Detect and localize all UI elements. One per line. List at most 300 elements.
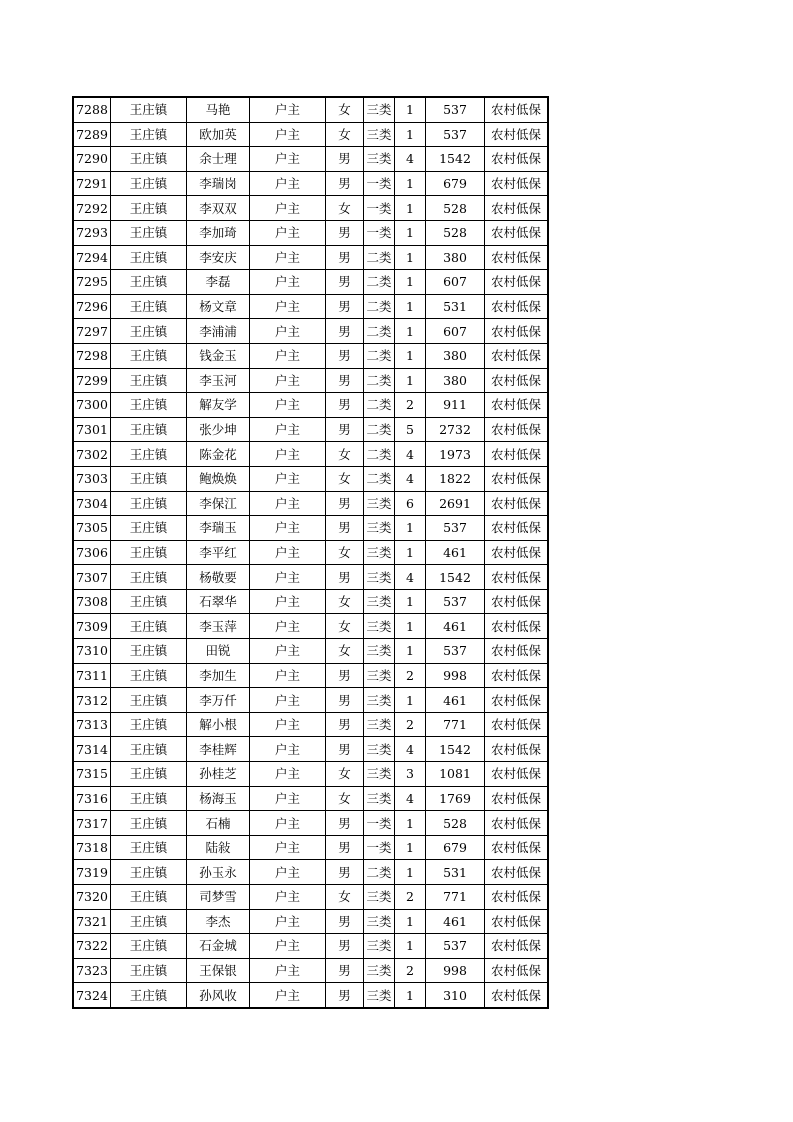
cell-household-size: 2 [395, 885, 426, 910]
cell-assistance-type: 农村低保 [485, 589, 549, 614]
cell-township: 王庄镇 [111, 245, 187, 270]
cell-gender: 女 [326, 885, 364, 910]
cell-category: 二类 [364, 860, 395, 885]
cell-assistance-type: 农村低保 [485, 885, 549, 910]
cell-gender: 男 [326, 663, 364, 688]
cell-amount: 679 [426, 171, 485, 196]
cell-township: 王庄镇 [111, 663, 187, 688]
cell-gender: 女 [326, 614, 364, 639]
cell-record-number: 7304 [73, 491, 111, 516]
cell-record-number: 7312 [73, 688, 111, 713]
cell-relation: 户主 [250, 417, 326, 442]
cell-name: 张少坤 [187, 417, 250, 442]
cell-household-size: 1 [395, 220, 426, 245]
table-row [73, 270, 548, 295]
table-row [73, 614, 548, 639]
cell-assistance-type: 农村低保 [485, 786, 549, 811]
cell-gender: 女 [326, 466, 364, 491]
cell-category: 三类 [364, 540, 395, 565]
cell-assistance-type: 农村低保 [485, 122, 549, 147]
cell-assistance-type: 农村低保 [485, 417, 549, 442]
table-row [73, 885, 548, 910]
cell-record-number: 7297 [73, 319, 111, 344]
cell-relation: 户主 [250, 663, 326, 688]
table-row [73, 639, 548, 664]
cell-relation: 户主 [250, 835, 326, 860]
cell-category: 二类 [364, 343, 395, 368]
cell-name: 欧加英 [187, 122, 250, 147]
cell-relation: 户主 [250, 516, 326, 541]
cell-name: 解小根 [187, 712, 250, 737]
cell-gender: 男 [326, 294, 364, 319]
cell-household-size: 2 [395, 393, 426, 418]
table-row [73, 663, 548, 688]
cell-name: 钱金玉 [187, 343, 250, 368]
cell-category: 三类 [364, 147, 395, 172]
cell-township: 王庄镇 [111, 417, 187, 442]
cell-assistance-type: 农村低保 [485, 245, 549, 270]
cell-name: 石楠 [187, 811, 250, 836]
cell-name: 李保江 [187, 491, 250, 516]
cell-township: 王庄镇 [111, 122, 187, 147]
cell-record-number: 7314 [73, 737, 111, 762]
cell-household-size: 2 [395, 663, 426, 688]
table-row [73, 565, 548, 590]
cell-amount: 771 [426, 885, 485, 910]
cell-relation: 户主 [250, 319, 326, 344]
cell-category: 三类 [364, 491, 395, 516]
cell-gender: 男 [326, 393, 364, 418]
table-row [73, 835, 548, 860]
cell-name: 李加生 [187, 663, 250, 688]
cell-township: 王庄镇 [111, 540, 187, 565]
cell-name: 李磊 [187, 270, 250, 295]
table-row [73, 147, 548, 172]
cell-gender: 男 [326, 811, 364, 836]
cell-amount: 461 [426, 540, 485, 565]
cell-township: 王庄镇 [111, 516, 187, 541]
cell-name: 石金城 [187, 934, 250, 959]
cell-amount: 461 [426, 688, 485, 713]
cell-amount: 998 [426, 958, 485, 983]
cell-category: 三类 [364, 516, 395, 541]
cell-amount: 380 [426, 245, 485, 270]
table-row [73, 983, 548, 1008]
cell-township: 王庄镇 [111, 614, 187, 639]
cell-assistance-type: 农村低保 [485, 442, 549, 467]
cell-assistance-type: 农村低保 [485, 688, 549, 713]
table-row [73, 368, 548, 393]
cell-assistance-type: 农村低保 [485, 934, 549, 959]
cell-amount: 2732 [426, 417, 485, 442]
cell-amount: 531 [426, 294, 485, 319]
cell-record-number: 7302 [73, 442, 111, 467]
cell-gender: 男 [326, 319, 364, 344]
cell-category: 二类 [364, 245, 395, 270]
table-row [73, 319, 548, 344]
cell-category: 三类 [364, 614, 395, 639]
cell-relation: 户主 [250, 639, 326, 664]
cell-township: 王庄镇 [111, 565, 187, 590]
cell-relation: 户主 [250, 343, 326, 368]
cell-gender: 女 [326, 442, 364, 467]
cell-assistance-type: 农村低保 [485, 393, 549, 418]
cell-category: 三类 [364, 762, 395, 787]
cell-record-number: 7324 [73, 983, 111, 1008]
cell-record-number: 7291 [73, 171, 111, 196]
cell-relation: 户主 [250, 762, 326, 787]
cell-household-size: 1 [395, 589, 426, 614]
cell-gender: 女 [326, 540, 364, 565]
cell-record-number: 7298 [73, 343, 111, 368]
cell-township: 王庄镇 [111, 147, 187, 172]
cell-record-number: 7320 [73, 885, 111, 910]
cell-assistance-type: 农村低保 [485, 737, 549, 762]
cell-amount: 528 [426, 196, 485, 221]
cell-household-size: 4 [395, 466, 426, 491]
cell-category: 三类 [364, 737, 395, 762]
cell-category: 三类 [364, 639, 395, 664]
cell-record-number: 7295 [73, 270, 111, 295]
cell-category: 三类 [364, 122, 395, 147]
cell-assistance-type: 农村低保 [485, 343, 549, 368]
cell-category: 一类 [364, 835, 395, 860]
cell-household-size: 1 [395, 368, 426, 393]
cell-relation: 户主 [250, 712, 326, 737]
cell-category: 二类 [364, 466, 395, 491]
cell-category: 一类 [364, 811, 395, 836]
cell-assistance-type: 农村低保 [485, 270, 549, 295]
cell-record-number: 7303 [73, 466, 111, 491]
cell-household-size: 1 [395, 245, 426, 270]
cell-category: 三类 [364, 909, 395, 934]
table-row [73, 442, 548, 467]
cell-assistance-type: 农村低保 [485, 811, 549, 836]
cell-name: 司梦雪 [187, 885, 250, 910]
cell-amount: 537 [426, 639, 485, 664]
cell-township: 王庄镇 [111, 958, 187, 983]
cell-gender: 女 [326, 589, 364, 614]
table-row [73, 712, 548, 737]
cell-record-number: 7309 [73, 614, 111, 639]
cell-name: 孙风收 [187, 983, 250, 1008]
cell-relation: 户主 [250, 885, 326, 910]
cell-gender: 男 [326, 368, 364, 393]
cell-record-number: 7310 [73, 639, 111, 664]
cell-household-size: 1 [395, 196, 426, 221]
cell-name: 杨敬要 [187, 565, 250, 590]
cell-household-size: 1 [395, 319, 426, 344]
cell-assistance-type: 农村低保 [485, 565, 549, 590]
cell-gender: 男 [326, 909, 364, 934]
table-row [73, 688, 548, 713]
cell-record-number: 7316 [73, 786, 111, 811]
cell-relation: 户主 [250, 466, 326, 491]
table-row [73, 860, 548, 885]
table-row [73, 220, 548, 245]
cell-relation: 户主 [250, 368, 326, 393]
cell-household-size: 1 [395, 688, 426, 713]
cell-assistance-type: 农村低保 [485, 466, 549, 491]
cell-gender: 男 [326, 712, 364, 737]
table-row [73, 811, 548, 836]
cell-relation: 户主 [250, 958, 326, 983]
cell-household-size: 4 [395, 786, 426, 811]
cell-household-size: 5 [395, 417, 426, 442]
cell-household-size: 1 [395, 983, 426, 1008]
cell-assistance-type: 农村低保 [485, 712, 549, 737]
table-row [73, 245, 548, 270]
cell-township: 王庄镇 [111, 983, 187, 1008]
cell-household-size: 1 [395, 516, 426, 541]
cell-record-number: 7306 [73, 540, 111, 565]
cell-township: 王庄镇 [111, 712, 187, 737]
cell-amount: 461 [426, 614, 485, 639]
cell-township: 王庄镇 [111, 639, 187, 664]
cell-amount: 537 [426, 122, 485, 147]
cell-township: 王庄镇 [111, 860, 187, 885]
cell-relation: 户主 [250, 196, 326, 221]
cell-relation: 户主 [250, 811, 326, 836]
cell-name: 孙玉永 [187, 860, 250, 885]
cell-township: 王庄镇 [111, 885, 187, 910]
cell-relation: 户主 [250, 442, 326, 467]
cell-record-number: 7301 [73, 417, 111, 442]
cell-name: 李安庆 [187, 245, 250, 270]
cell-category: 三类 [364, 589, 395, 614]
cell-amount: 537 [426, 589, 485, 614]
cell-household-size: 4 [395, 565, 426, 590]
cell-category: 三类 [364, 565, 395, 590]
cell-category: 一类 [364, 220, 395, 245]
cell-gender: 男 [326, 245, 364, 270]
cell-category: 三类 [364, 786, 395, 811]
cell-township: 王庄镇 [111, 97, 187, 122]
cell-assistance-type: 农村低保 [485, 835, 549, 860]
cell-household-size: 1 [395, 343, 426, 368]
cell-township: 王庄镇 [111, 343, 187, 368]
cell-category: 一类 [364, 171, 395, 196]
cell-relation: 户主 [250, 589, 326, 614]
cell-gender: 女 [326, 97, 364, 122]
cell-relation: 户主 [250, 220, 326, 245]
cell-relation: 户主 [250, 147, 326, 172]
cell-record-number: 7293 [73, 220, 111, 245]
cell-category: 二类 [364, 442, 395, 467]
cell-gender: 女 [326, 786, 364, 811]
cell-household-size: 1 [395, 171, 426, 196]
cell-record-number: 7319 [73, 860, 111, 885]
cell-record-number: 7288 [73, 97, 111, 122]
cell-gender: 男 [326, 737, 364, 762]
cell-assistance-type: 农村低保 [485, 196, 549, 221]
cell-amount: 461 [426, 909, 485, 934]
cell-amount: 1542 [426, 565, 485, 590]
cell-category: 三类 [364, 885, 395, 910]
cell-name: 马艳 [187, 97, 250, 122]
cell-township: 王庄镇 [111, 909, 187, 934]
cell-amount: 1542 [426, 147, 485, 172]
cell-relation: 户主 [250, 688, 326, 713]
cell-amount: 607 [426, 319, 485, 344]
cell-category: 二类 [364, 294, 395, 319]
cell-category: 三类 [364, 983, 395, 1008]
cell-record-number: 7300 [73, 393, 111, 418]
cell-name: 陈金花 [187, 442, 250, 467]
cell-amount: 679 [426, 835, 485, 860]
cell-township: 王庄镇 [111, 171, 187, 196]
cell-amount: 998 [426, 663, 485, 688]
cell-amount: 1769 [426, 786, 485, 811]
cell-name: 石翠华 [187, 589, 250, 614]
cell-record-number: 7323 [73, 958, 111, 983]
cell-gender: 男 [326, 835, 364, 860]
cell-category: 一类 [364, 196, 395, 221]
cell-name: 李加琦 [187, 220, 250, 245]
cell-assistance-type: 农村低保 [485, 639, 549, 664]
cell-assistance-type: 农村低保 [485, 171, 549, 196]
cell-household-size: 1 [395, 294, 426, 319]
cell-relation: 户主 [250, 786, 326, 811]
cell-assistance-type: 农村低保 [485, 958, 549, 983]
cell-name: 李瑞玉 [187, 516, 250, 541]
cell-gender: 女 [326, 122, 364, 147]
cell-name: 李万仟 [187, 688, 250, 713]
cell-household-size: 1 [395, 122, 426, 147]
cell-name: 鲍焕焕 [187, 466, 250, 491]
cell-category: 三类 [364, 712, 395, 737]
cell-amount: 2691 [426, 491, 485, 516]
cell-relation: 户主 [250, 97, 326, 122]
cell-relation: 户主 [250, 270, 326, 295]
cell-record-number: 7305 [73, 516, 111, 541]
cell-name: 李桂辉 [187, 737, 250, 762]
cell-assistance-type: 农村低保 [485, 614, 549, 639]
cell-name: 孙桂芝 [187, 762, 250, 787]
cell-township: 王庄镇 [111, 491, 187, 516]
cell-household-size: 1 [395, 860, 426, 885]
table-row [73, 762, 548, 787]
table-row [73, 417, 548, 442]
cell-township: 王庄镇 [111, 270, 187, 295]
cell-relation: 户主 [250, 294, 326, 319]
cell-name: 田锐 [187, 639, 250, 664]
cell-household-size: 1 [395, 835, 426, 860]
cell-relation: 户主 [250, 245, 326, 270]
cell-relation: 户主 [250, 909, 326, 934]
cell-township: 王庄镇 [111, 934, 187, 959]
table-row [73, 171, 548, 196]
cell-township: 王庄镇 [111, 294, 187, 319]
cell-gender: 男 [326, 147, 364, 172]
cell-gender: 女 [326, 762, 364, 787]
cell-relation: 户主 [250, 491, 326, 516]
cell-assistance-type: 农村低保 [485, 909, 549, 934]
cell-name: 李双双 [187, 196, 250, 221]
table-row [73, 958, 548, 983]
cell-household-size: 2 [395, 958, 426, 983]
table-row [73, 909, 548, 934]
cell-record-number: 7318 [73, 835, 111, 860]
cell-name: 杨文章 [187, 294, 250, 319]
table-row [73, 589, 548, 614]
cell-amount: 537 [426, 934, 485, 959]
cell-assistance-type: 农村低保 [485, 294, 549, 319]
cell-category: 三类 [364, 97, 395, 122]
cell-relation: 户主 [250, 737, 326, 762]
cell-gender: 男 [326, 516, 364, 541]
cell-township: 王庄镇 [111, 466, 187, 491]
cell-assistance-type: 农村低保 [485, 97, 549, 122]
cell-amount: 528 [426, 220, 485, 245]
cell-assistance-type: 农村低保 [485, 663, 549, 688]
cell-township: 王庄镇 [111, 762, 187, 787]
table-row [73, 122, 548, 147]
cell-amount: 537 [426, 516, 485, 541]
cell-record-number: 7311 [73, 663, 111, 688]
cell-assistance-type: 农村低保 [485, 220, 549, 245]
cell-township: 王庄镇 [111, 688, 187, 713]
cell-township: 王庄镇 [111, 786, 187, 811]
cell-name: 解友学 [187, 393, 250, 418]
table-row [73, 466, 548, 491]
cell-assistance-type: 农村低保 [485, 516, 549, 541]
cell-record-number: 7322 [73, 934, 111, 959]
cell-name: 李浦浦 [187, 319, 250, 344]
cell-household-size: 1 [395, 811, 426, 836]
cell-household-size: 1 [395, 639, 426, 664]
cell-household-size: 6 [395, 491, 426, 516]
cell-assistance-type: 农村低保 [485, 319, 549, 344]
cell-township: 王庄镇 [111, 737, 187, 762]
cell-gender: 女 [326, 639, 364, 664]
cell-amount: 771 [426, 712, 485, 737]
table-row [73, 491, 548, 516]
cell-name: 李玉萍 [187, 614, 250, 639]
cell-household-size: 4 [395, 737, 426, 762]
cell-amount: 380 [426, 368, 485, 393]
table-row [73, 737, 548, 762]
cell-record-number: 7315 [73, 762, 111, 787]
cell-gender: 男 [326, 565, 364, 590]
cell-record-number: 7308 [73, 589, 111, 614]
cell-gender: 男 [326, 491, 364, 516]
cell-name: 王保银 [187, 958, 250, 983]
cell-category: 二类 [364, 393, 395, 418]
cell-household-size: 4 [395, 442, 426, 467]
cell-assistance-type: 农村低保 [485, 368, 549, 393]
cell-category: 二类 [364, 368, 395, 393]
cell-amount: 911 [426, 393, 485, 418]
cell-name: 李杰 [187, 909, 250, 934]
cell-category: 二类 [364, 319, 395, 344]
cell-category: 二类 [364, 270, 395, 295]
cell-relation: 户主 [250, 860, 326, 885]
cell-household-size: 1 [395, 909, 426, 934]
cell-gender: 男 [326, 343, 364, 368]
cell-amount: 380 [426, 343, 485, 368]
table-row [73, 540, 548, 565]
cell-assistance-type: 农村低保 [485, 860, 549, 885]
cell-gender: 男 [326, 171, 364, 196]
cell-category: 三类 [364, 663, 395, 688]
cell-relation: 户主 [250, 540, 326, 565]
data-table [72, 96, 549, 1009]
cell-amount: 1973 [426, 442, 485, 467]
cell-gender: 男 [326, 417, 364, 442]
cell-household-size: 1 [395, 934, 426, 959]
cell-gender: 男 [326, 934, 364, 959]
